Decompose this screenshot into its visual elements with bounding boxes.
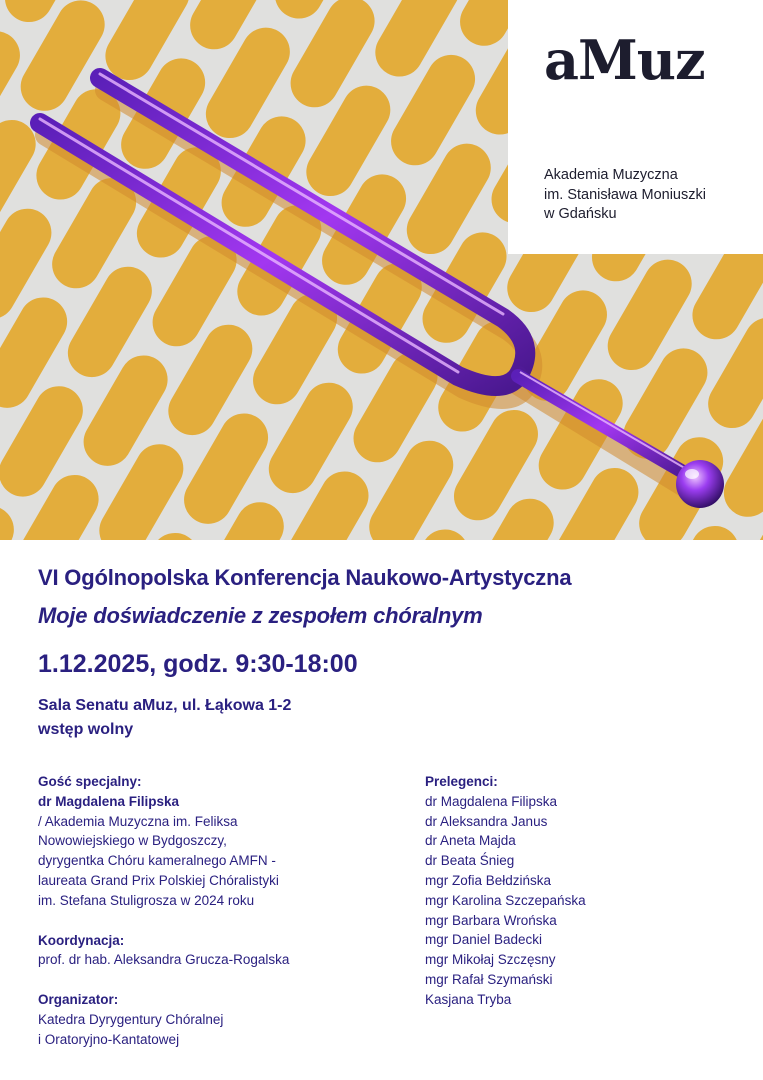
institution-line: Akademia Muzyczna	[544, 167, 678, 183]
conference-title: VI Ogólnopolska Konferencja Naukowo-Artystyczna	[38, 565, 572, 590]
speaker-name: mgr Barbara Wrońska	[425, 912, 557, 928]
guest-description-line: / Akademia Muzyczna im. Feliksa	[38, 813, 238, 829]
guest-description-line: dyrygentka Chóru kameralnego AMFN -	[38, 853, 276, 869]
guest-name: dr Magdalena Filipska	[38, 793, 180, 809]
organizer-heading: Organizator:	[38, 992, 119, 1008]
speaker-name: mgr Mikołaj Szczęsny	[425, 952, 556, 968]
speaker-name: mgr Zofia Bełdzińska	[425, 872, 552, 888]
logo-panel	[508, 0, 763, 254]
speakers-column	[425, 772, 745, 1010]
speaker-name: dr Magdalena Filipska	[425, 793, 558, 809]
guest-description-line: im. Stefana Stuligrosza w 2024 roku	[38, 892, 255, 908]
speaker-name: mgr Rafał Szymański	[425, 971, 553, 987]
speaker-name: dr Aneta Majda	[425, 833, 516, 849]
venue-address: Sala Senatu aMuz, ul. Łąkowa 1-2	[38, 697, 292, 714]
guest-description-line: Nowowiejskiego w Bydgoszczy,	[38, 833, 227, 849]
event-venue	[38, 694, 291, 742]
event-date-time: 1.12.2025, godz. 9:30-18:00	[38, 650, 358, 678]
organizer-line: i Oratoryjno-Kantatowej	[38, 1031, 180, 1047]
entry-info: wstęp wolny	[38, 721, 134, 738]
speaker-name: dr Aleksandra Janus	[425, 813, 548, 829]
institution-line: w Gdańsku	[544, 206, 617, 222]
coordinator-name: prof. dr hab. Aleksandra Grucza-Rogalska	[38, 952, 290, 968]
organizer-line: Katedra Dyrygentury Chóralnej	[38, 1011, 224, 1027]
institution-line: im. Stanisława Moniuszki	[544, 186, 706, 203]
guest-description-line: laureata Grand Prix Polskiej Chóralistyki	[38, 872, 279, 888]
speaker-name: dr Beata Śnieg	[425, 853, 515, 869]
speaker-name: mgr Karolina Szczepańska	[425, 892, 586, 908]
info-left-column	[38, 772, 368, 1050]
institution-name	[544, 166, 706, 225]
conference-subtitle: Moje doświadczenie z zespołem chóralnym	[38, 603, 483, 628]
speaker-name: mgr Daniel Badecki	[425, 932, 543, 948]
amuz-logo: aMuz	[544, 28, 705, 92]
guest-heading: Gość specjalny:	[38, 774, 142, 789]
speakers-heading: Prelegenci:	[425, 774, 498, 789]
speaker-name: Kasjana Tryba	[425, 991, 512, 1007]
coordination-heading: Koordynacja:	[38, 932, 125, 948]
